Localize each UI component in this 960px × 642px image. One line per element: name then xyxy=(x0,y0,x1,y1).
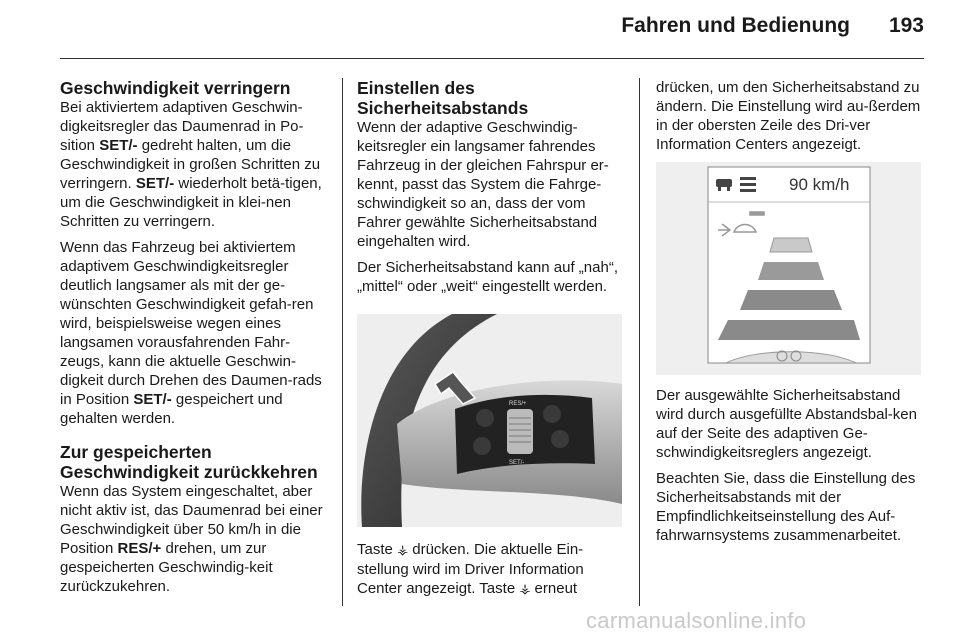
paragraph: Der Sicherheitsabstand kann auf „nah“, „mittel“ oder „weit“ eingestellt werden. xyxy=(357,259,618,295)
paragraph: drücken, um den Sicherheitsabstand zu ändern. Die Einstellung wird au-ßerdem in der obersten Zeile des Dri-ver Information Centers angezeigt. xyxy=(656,79,921,153)
column-divider xyxy=(342,78,343,606)
paragraph xyxy=(60,98,328,231)
column-divider xyxy=(639,78,640,606)
set-minus-label: SET/- xyxy=(509,460,525,466)
distance-button-icon: ⚶ xyxy=(397,543,409,558)
running-header-title: Fahren und Bedienung xyxy=(621,14,850,37)
dic-display-figure xyxy=(656,162,921,375)
distance-button xyxy=(476,409,494,427)
paragraph xyxy=(60,238,328,428)
distance-bar-3 xyxy=(740,290,842,310)
text: gedreht halten, um die Geschwindigkeit in großen Schritten zu verringern. xyxy=(60,137,321,192)
thumbwheel xyxy=(507,409,533,454)
res-label: RES/+ xyxy=(117,540,162,557)
steering-wheel-image xyxy=(357,314,622,527)
limiter-button xyxy=(551,430,569,448)
distance-button-icon: ⚶ xyxy=(519,582,531,597)
distance-bars-icon xyxy=(740,177,756,192)
paragraph: Der ausgewählte Sicherheitsabstand wird durch ausgefüllte Abstandsbal-ken auf der Seite des adaptiven Ge-schwindigkeitsreglers angezeigt. xyxy=(656,387,917,461)
column-3-bottom xyxy=(656,386,924,552)
distance-bar-2 xyxy=(758,262,824,280)
heading-speed-decrease: Geschwindigkeit verringern xyxy=(60,78,291,98)
page-number: 193 xyxy=(888,14,924,37)
steering-wheel-figure xyxy=(357,314,622,527)
text: gespeichert und gehalten werden. xyxy=(60,391,283,427)
column-2-bottom xyxy=(357,540,625,606)
column-1 xyxy=(60,78,328,603)
set-speed-value: 90 km/h xyxy=(789,175,850,194)
res-plus-label: RES/+ xyxy=(509,401,527,407)
text: Bei aktiviertem adaptiven Geschwin-digkeitsregler das Daumenrad in Po-sition xyxy=(60,99,304,154)
text: drehen, um zur gespeicherten Geschwindig-keit zurückzukehren. xyxy=(60,540,273,595)
cruise-on-button xyxy=(543,405,561,423)
text: Wenn das Fahrzeug bei aktiviertem adaptivem Geschwindigkeitsregler deutlich langsamer als mit der ge-wünschten Geschwindigkeit gefah-ren wird, beispielsweise wegen eines langsamen vorausfahrenden Fahr-zeugs, kann die aktuelle Geschwin-digkeit durch Drehen des Daumen-rads in Position xyxy=(60,239,322,408)
column-3 xyxy=(656,78,924,161)
set-label: SET/- xyxy=(99,137,138,154)
text: wiederholt betä-tigen, um die Geschwindigkeit in klei-nen Schritten zu verringern. xyxy=(60,175,322,230)
watermark: carmanualsonline.info xyxy=(586,608,807,633)
heading-safety-distance: Einstellen des Sicherheitsabstands xyxy=(357,78,529,118)
text: Taste xyxy=(357,541,398,558)
column-2 xyxy=(357,78,625,303)
set-label: SET/- xyxy=(135,175,175,192)
paragraph: Wenn der adaptive Geschwindig-keitsregler ein langsamer fahrendes Fahrzeug in der gleichen Fahrspur er-kennt, passt das System die Fahrge-schwindigkeit so an, dass der vom Fahrer gewählte Sicherheitsabstand eingehalten wird. xyxy=(357,119,609,250)
heading-return-to-speed: Zur gespeicherten Geschwindigkeit zurückkehren xyxy=(60,442,318,482)
paragraph: Beachten Sie, dass die Einstellung des Sicherheitsabstands mit der Empfindlichkeitseinstellung des Auf-fahrwarnsystems zusammenarbeitet. xyxy=(656,470,916,544)
text: Wenn das System eingeschaltet, aber nicht aktiv ist, das Daumenrad bei einer Geschwindigkeit über 50 km/h in die Position xyxy=(60,483,323,557)
text: erneut xyxy=(530,580,578,597)
dic-display-image xyxy=(656,162,921,375)
distance-bar-1 xyxy=(770,238,812,252)
distance-bar-4 xyxy=(718,320,860,340)
cruise-off-button xyxy=(473,437,491,455)
paragraph xyxy=(60,482,328,596)
paragraph xyxy=(357,540,625,599)
header-rule xyxy=(60,58,924,59)
set-label: SET/- xyxy=(133,391,172,408)
text: drücken. Die aktuelle Ein-stellung wird im Driver Information Center angezeigt. Taste xyxy=(357,541,584,597)
